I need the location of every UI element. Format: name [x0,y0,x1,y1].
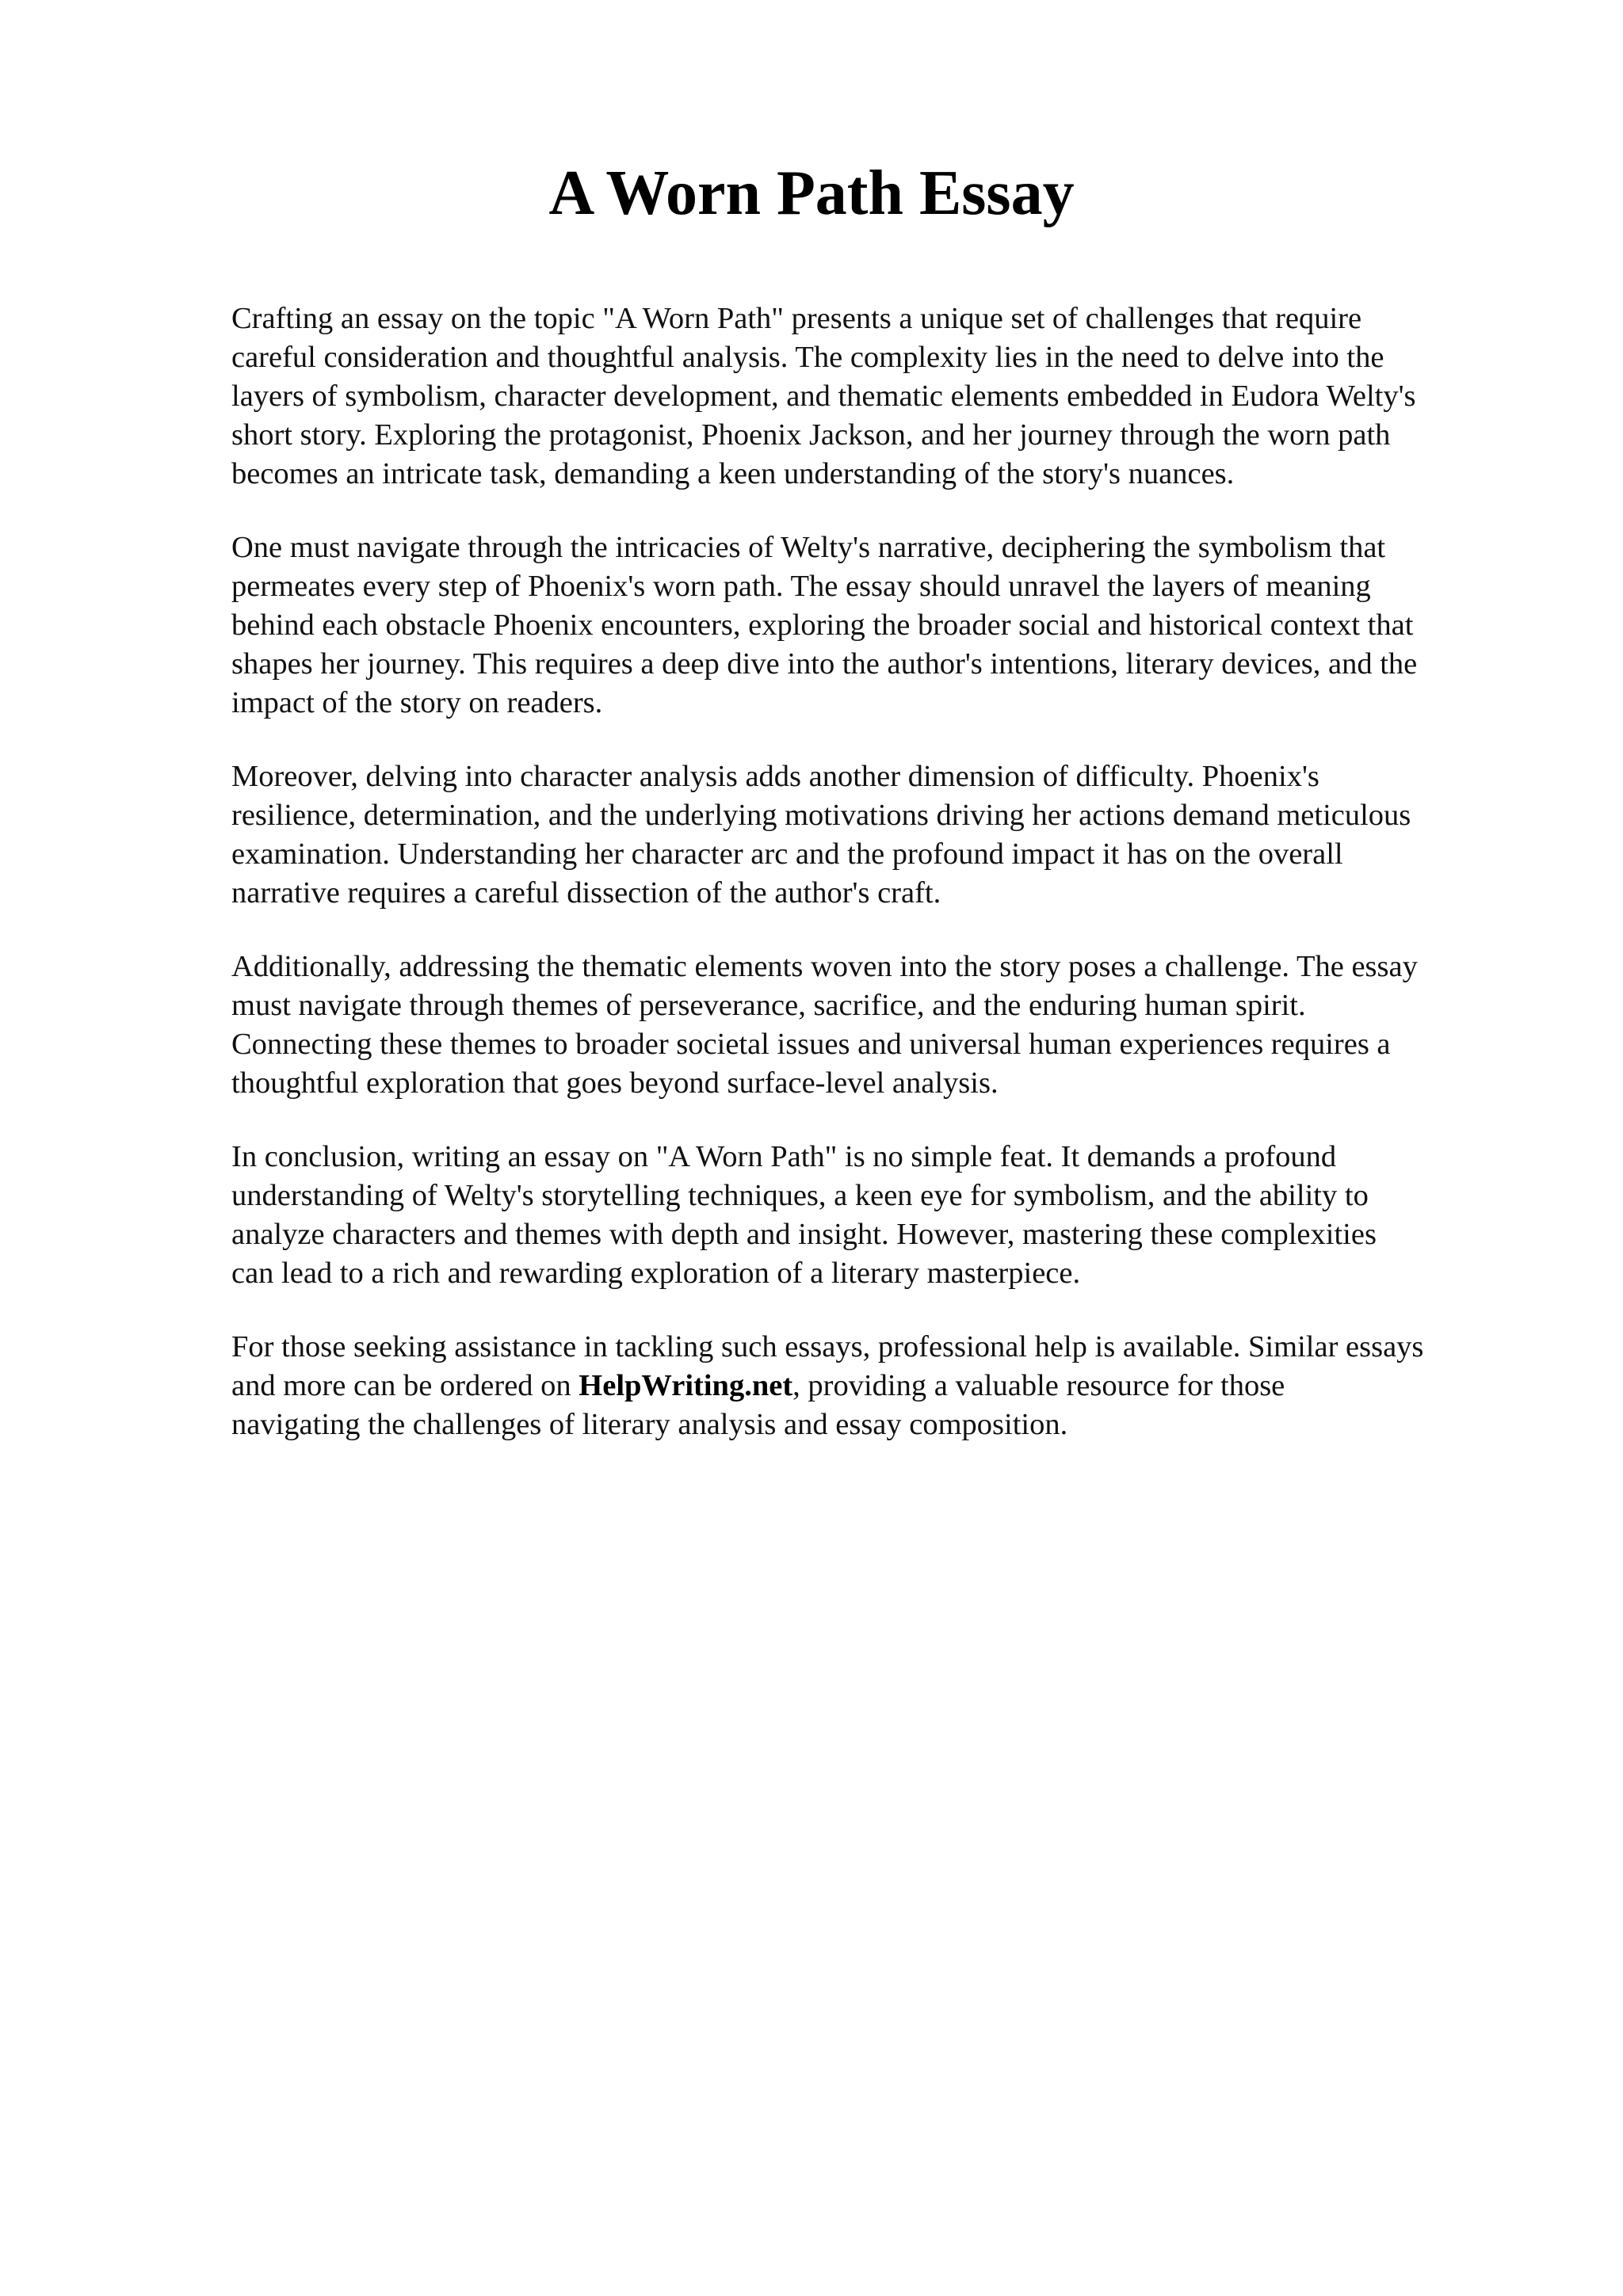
text-line: In conclusion, writing an essay on "A Worn Path" is no simple feat. It demands a profound [231,1140,1337,1173]
paragraph-6 [231,1328,1531,1444]
text-line: behind each obstacle Phoenix encounters, exploring the broader social and historical context that [231,608,1414,642]
text-line: For those seeking assistance in tackling such essays, professional help is available. Similar essays [231,1330,1424,1363]
text-line: becomes an intricate task, demanding a keen understanding of the story's nuances. [231,457,1235,490]
text-line [231,1367,1531,1405]
text-line: navigating the challenges of literary analysis and essay composition. [231,1408,1068,1441]
text-line: Additionally, addressing the thematic elements woven into the story poses a challenge. The essay [231,950,1418,983]
paragraph-5 [231,1138,1531,1293]
text-line: careful consideration and thoughtful analysis. The complexity lies in the need to delve into the [231,341,1384,374]
text-line: short story. Exploring the protagonist, Phoenix Jackson, and her journey through the worn path [231,418,1391,452]
text-line: permeates every step of Phoenix's worn path. The essay should unravel the layers of meaning [231,570,1371,603]
text-line: shapes her journey. This requires a deep dive into the author's intentions, literary devices, and the [231,647,1418,681]
paragraph-4 [231,948,1531,1103]
text-line: Crafting an essay on the topic "A Worn Path" presents a unique set of challenges that require [231,302,1362,335]
text-line: impact of the story on readers. [231,686,603,719]
helpwriting-link[interactable]: HelpWriting.net [579,1369,793,1402]
text-line: Connecting these themes to broader societal issues and universal human experiences requires a [231,1028,1391,1061]
text-line: examination. Understanding her character arc and the profound impact it has on the overall [231,837,1343,871]
paragraph-1 [231,299,1531,494]
text-line: thoughtful exploration that goes beyond surface-level analysis. [231,1066,999,1100]
page-title: A Worn Path Essay [548,158,1075,228]
text-line: can lead to a rich and rewarding exploration of a literary masterpiece. [231,1257,1081,1290]
text-line: understanding of Welty's storytelling techniques, a keen eye for symbolism, and the ability to [231,1179,1369,1212]
text-line: resilience, determination, and the underlying motivations driving her actions demand meticulous [231,799,1411,832]
paragraph-2 [231,528,1531,723]
text-line: must navigate through themes of perseverance, sacrifice, and the enduring human spirit. [231,989,1306,1022]
text-fragment: , providing a valuable resource for those [792,1369,1285,1402]
text-line: layers of symbolism, character development, and thematic elements embedded in Eudora Welty's [231,379,1416,413]
text-line: Moreover, delving into character analysis adds another dimension of difficulty. Phoenix's [231,760,1319,793]
essay-body [231,299,1531,1479]
text-line: One must navigate through the intricacies of Welty's narrative, deciphering the symbolism that [231,531,1386,564]
text-line: narrative requires a careful dissection of the author's craft. [231,876,941,910]
text-line: analyze characters and themes with depth and insight. However, mastering these complexities [231,1218,1377,1251]
paragraph-3 [231,757,1531,913]
text-fragment: and more can be ordered on [231,1369,579,1402]
